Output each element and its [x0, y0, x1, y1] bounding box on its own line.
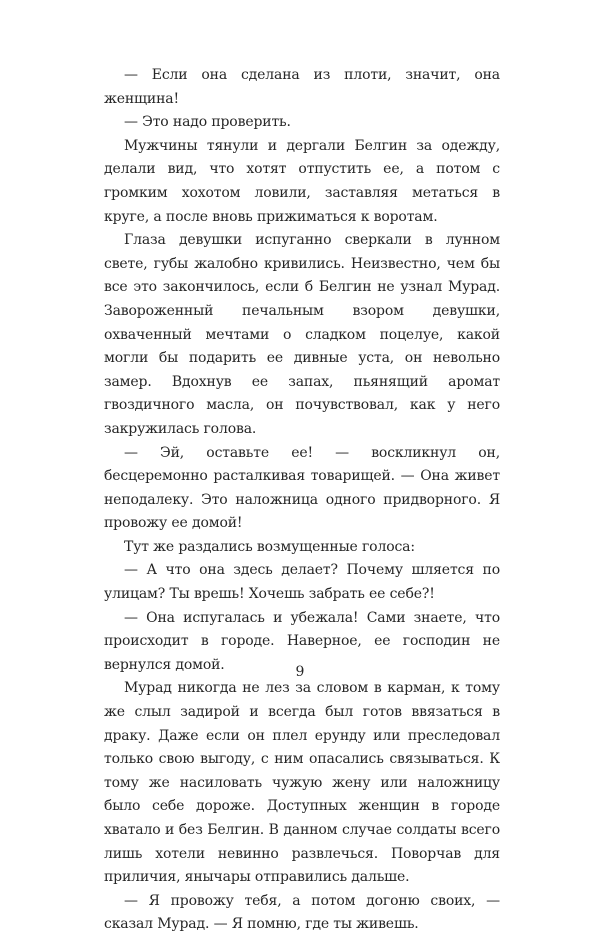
paragraph-4: Глаза девушки испуганно сверкали в лунном свете, губы жалобно кривились. Неизвестно, чем бы все это закончилось, если б Белгин не узнал Мурад. Завороженный печальным взором девушки, охваченный мечтами о сладком поцелуе, какой могли бы подарить ее дивные уста, он невольно замер. Вдохнув ее запах, пьянящий аромат гвоздичного масла, он почувствовал, как у него закружилась голова. [104, 232, 500, 437]
paragraph-2: — Это надо проверить. [124, 114, 291, 131]
book-page-text [104, 64, 500, 937]
paragraph-5: — Эй, оставьте ее! — воскликнул он, бесцеремонно расталкивая товарищей. — Она живет неподалеку. Это наложница одного придворного. Я провожу ее домой! [104, 444, 500, 532]
paragraph-6: Тут же раздались возмущенные голоса: [124, 538, 415, 555]
paragraph-7: — А что она здесь делает? Почему шляется по улицам? Ты врешь! Хочешь забрать ее себе?! [104, 562, 500, 603]
paragraph-1: — Если она сделана из плоти, значит, она женщина! [104, 67, 500, 107]
paragraph-8: — Она испугалась и убежала! Сами знаете, что происходит в городе. Наверное, ее господин не вернулся домой. [104, 609, 500, 673]
paragraph-10: — Я провожу тебя, а потом догоню своих, — сказал Мурад. — Я помню, где ты живешь. [104, 892, 500, 933]
paragraph-9: Мурад никогда не лез за словом в карман, к тому же слыл задирой и всегда был готов ввязаться в драку. Даже если он плел ерунду или преследовал только свою выгоду, с ним опасались связываться. К тому же насиловать чужую жену или наложницу было себе дороже. Доступных женщин в городе хватало и без Белгин. В данном случае солдаты всего лишь хотели невинно развлечься. Поворчав для приличия, янычары отправились дальше. [104, 680, 500, 886]
page-number: 9 [295, 664, 305, 680]
paragraph-3: Мужчины тянули и дергали Белгин за одежду, делали вид, что хотят отпустить ее, а потом с громким хохотом ловили, заставляя метаться в круге, а после вновь прижиматься к воротам. [104, 137, 500, 225]
